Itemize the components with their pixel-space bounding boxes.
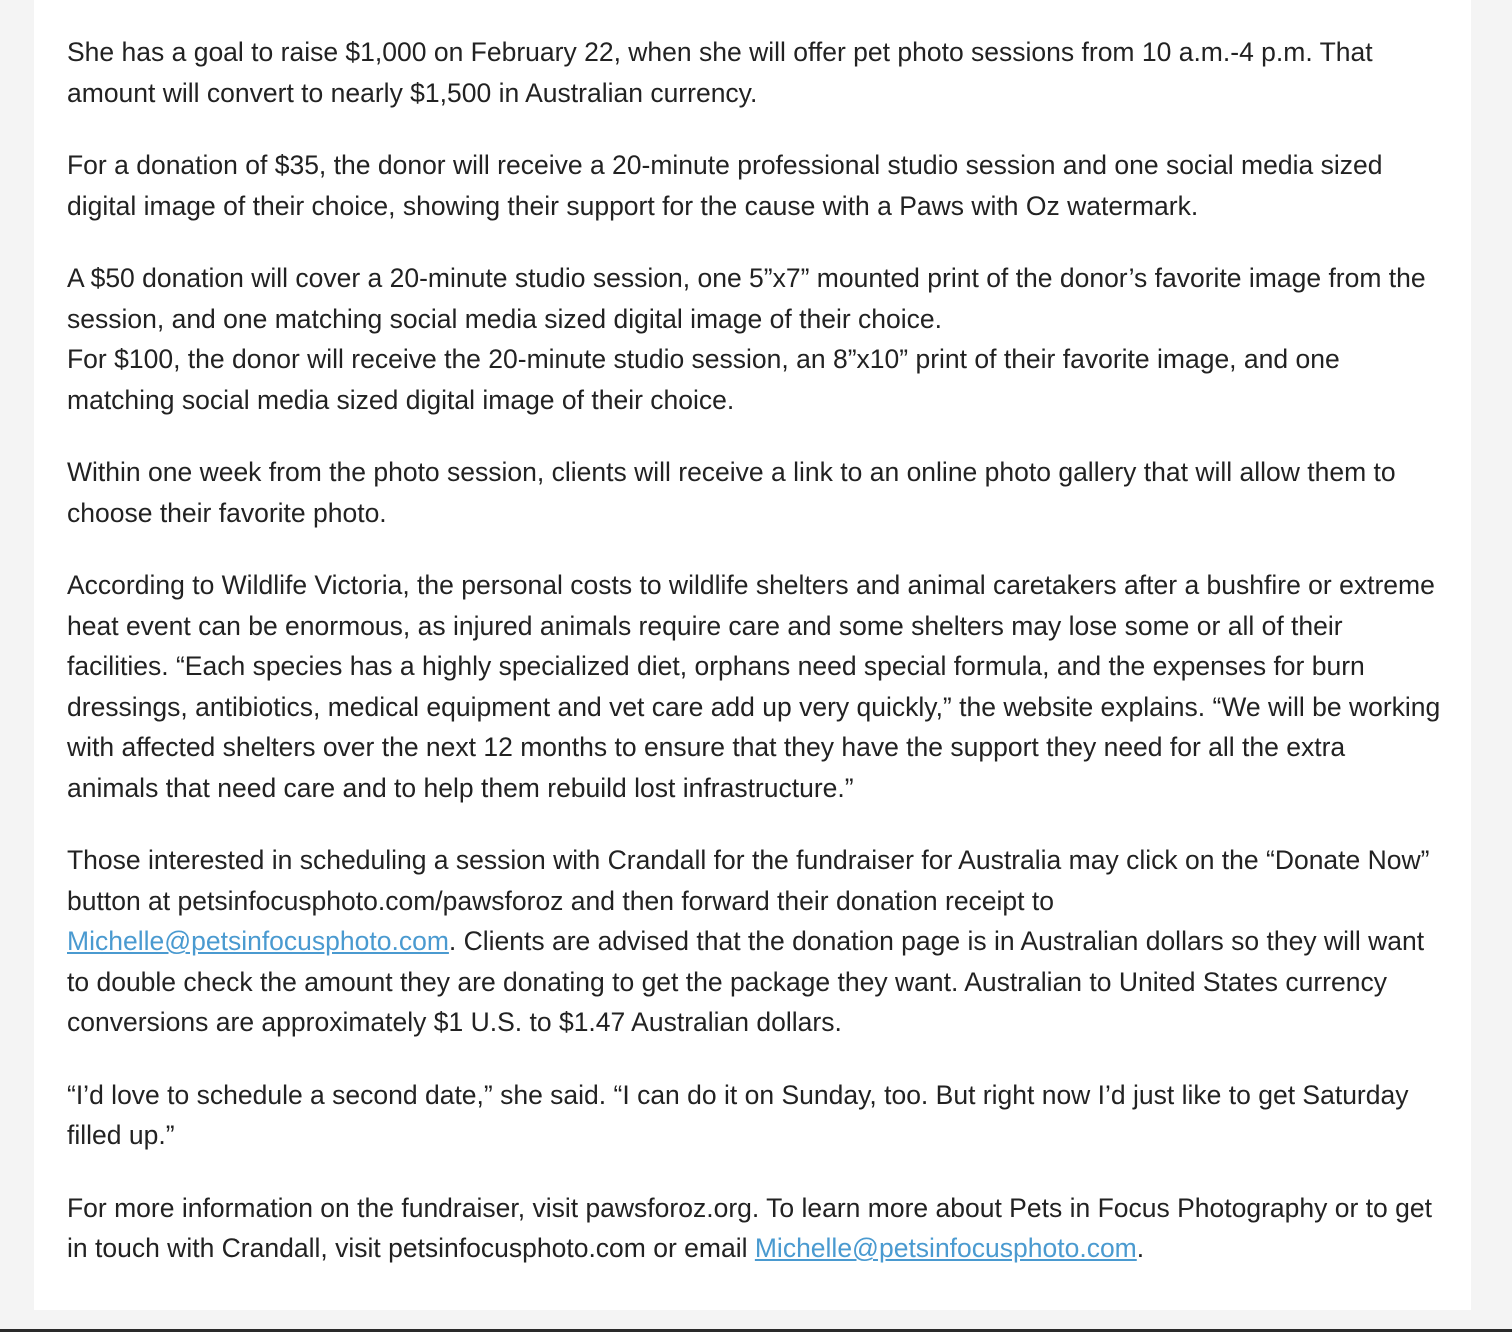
- paragraph-quote: “I’d love to schedule a second date,” she said. “I can do it on Sunday, too. But right now I’d just like to get Saturday filled up.”: [67, 1079, 1409, 1150]
- paragraph-scheduling: [67, 840, 1442, 1043]
- scheduling-text-before: Those interested in scheduling a session with Crandall for the fundraiser for Australia may click on the “Donate Now” button at petsinfocusphoto.com/pawsforoz and then forward their donation receipt to: [67, 845, 1430, 916]
- more-info-text-after: .: [1136, 1233, 1145, 1263]
- scheduling-text-after: . Clients are advised that the donation page is in Australian dollars so they will want to double check the amount they are donating to get the package they want. Australian to United States currency conversions are approximately $1 U.S. to $1.47 Australian dollars.: [67, 926, 1425, 1037]
- paragraph-goal: She has a goal to raise $1,000 on February 22, when she will offer pet photo sessions from 10 a.m.-4 p.m. That amount will convert to nearly $1,500 in Australian currency.: [67, 37, 1373, 108]
- paragraph-gallery: Within one week from the photo session, clients will receive a link to an online photo gallery that will allow them to choose their favorite photo.: [67, 457, 1396, 528]
- paragraph-donation-35: For a donation of $35, the donor will receive a 20-minute professional studio session and one social media sized digital image of their choice, showing their support for the cause with a Paws with Oz watermark.: [67, 150, 1383, 221]
- paragraph-more-info: [67, 1188, 1442, 1269]
- paragraph-donation-50: A $50 donation will cover a 20-minute studio session, one 5”x7” mounted print of the donor’s favorite image from the session, and one matching social media sized digital image of their choice.: [67, 263, 1426, 334]
- more-info-text-before: For more information on the fundraiser, visit pawsforoz.org. To learn more about Pets in Focus Photography or to get in touch with Crandall, visit petsinfocusphoto.com or email: [67, 1192, 1432, 1263]
- email-link-scheduling[interactable]: Michelle@petsinfocusphoto.com: [67, 926, 449, 956]
- email-link-more-info[interactable]: Michelle@petsinfocusphoto.com: [754, 1233, 1137, 1263]
- paragraph-donation-100: For $100, the donor will receive the 20-minute studio session, an 8”x10” print of their favorite image, and one matching social media sized digital image of their choice.: [67, 344, 1340, 415]
- article-body: [67, 32, 1442, 1301]
- paragraph-wildlife-victoria: According to Wildlife Victoria, the personal costs to wildlife shelters and animal caretakers after a bushfire or extreme heat event can be enormous, as injured animals require care and some shelters may lose some or all of their facilities. “Each species has a highly specialized diet, orphans need special formula, and the expenses for burn dressings, antibiotics, medical equipment and vet care add up very quickly,” the website explains. “We will be working with affected shelters over the next 12 months to ensure that they have the support they need for all the extra animals that need care and to help them rebuild lost infrastructure.”: [67, 570, 1441, 803]
